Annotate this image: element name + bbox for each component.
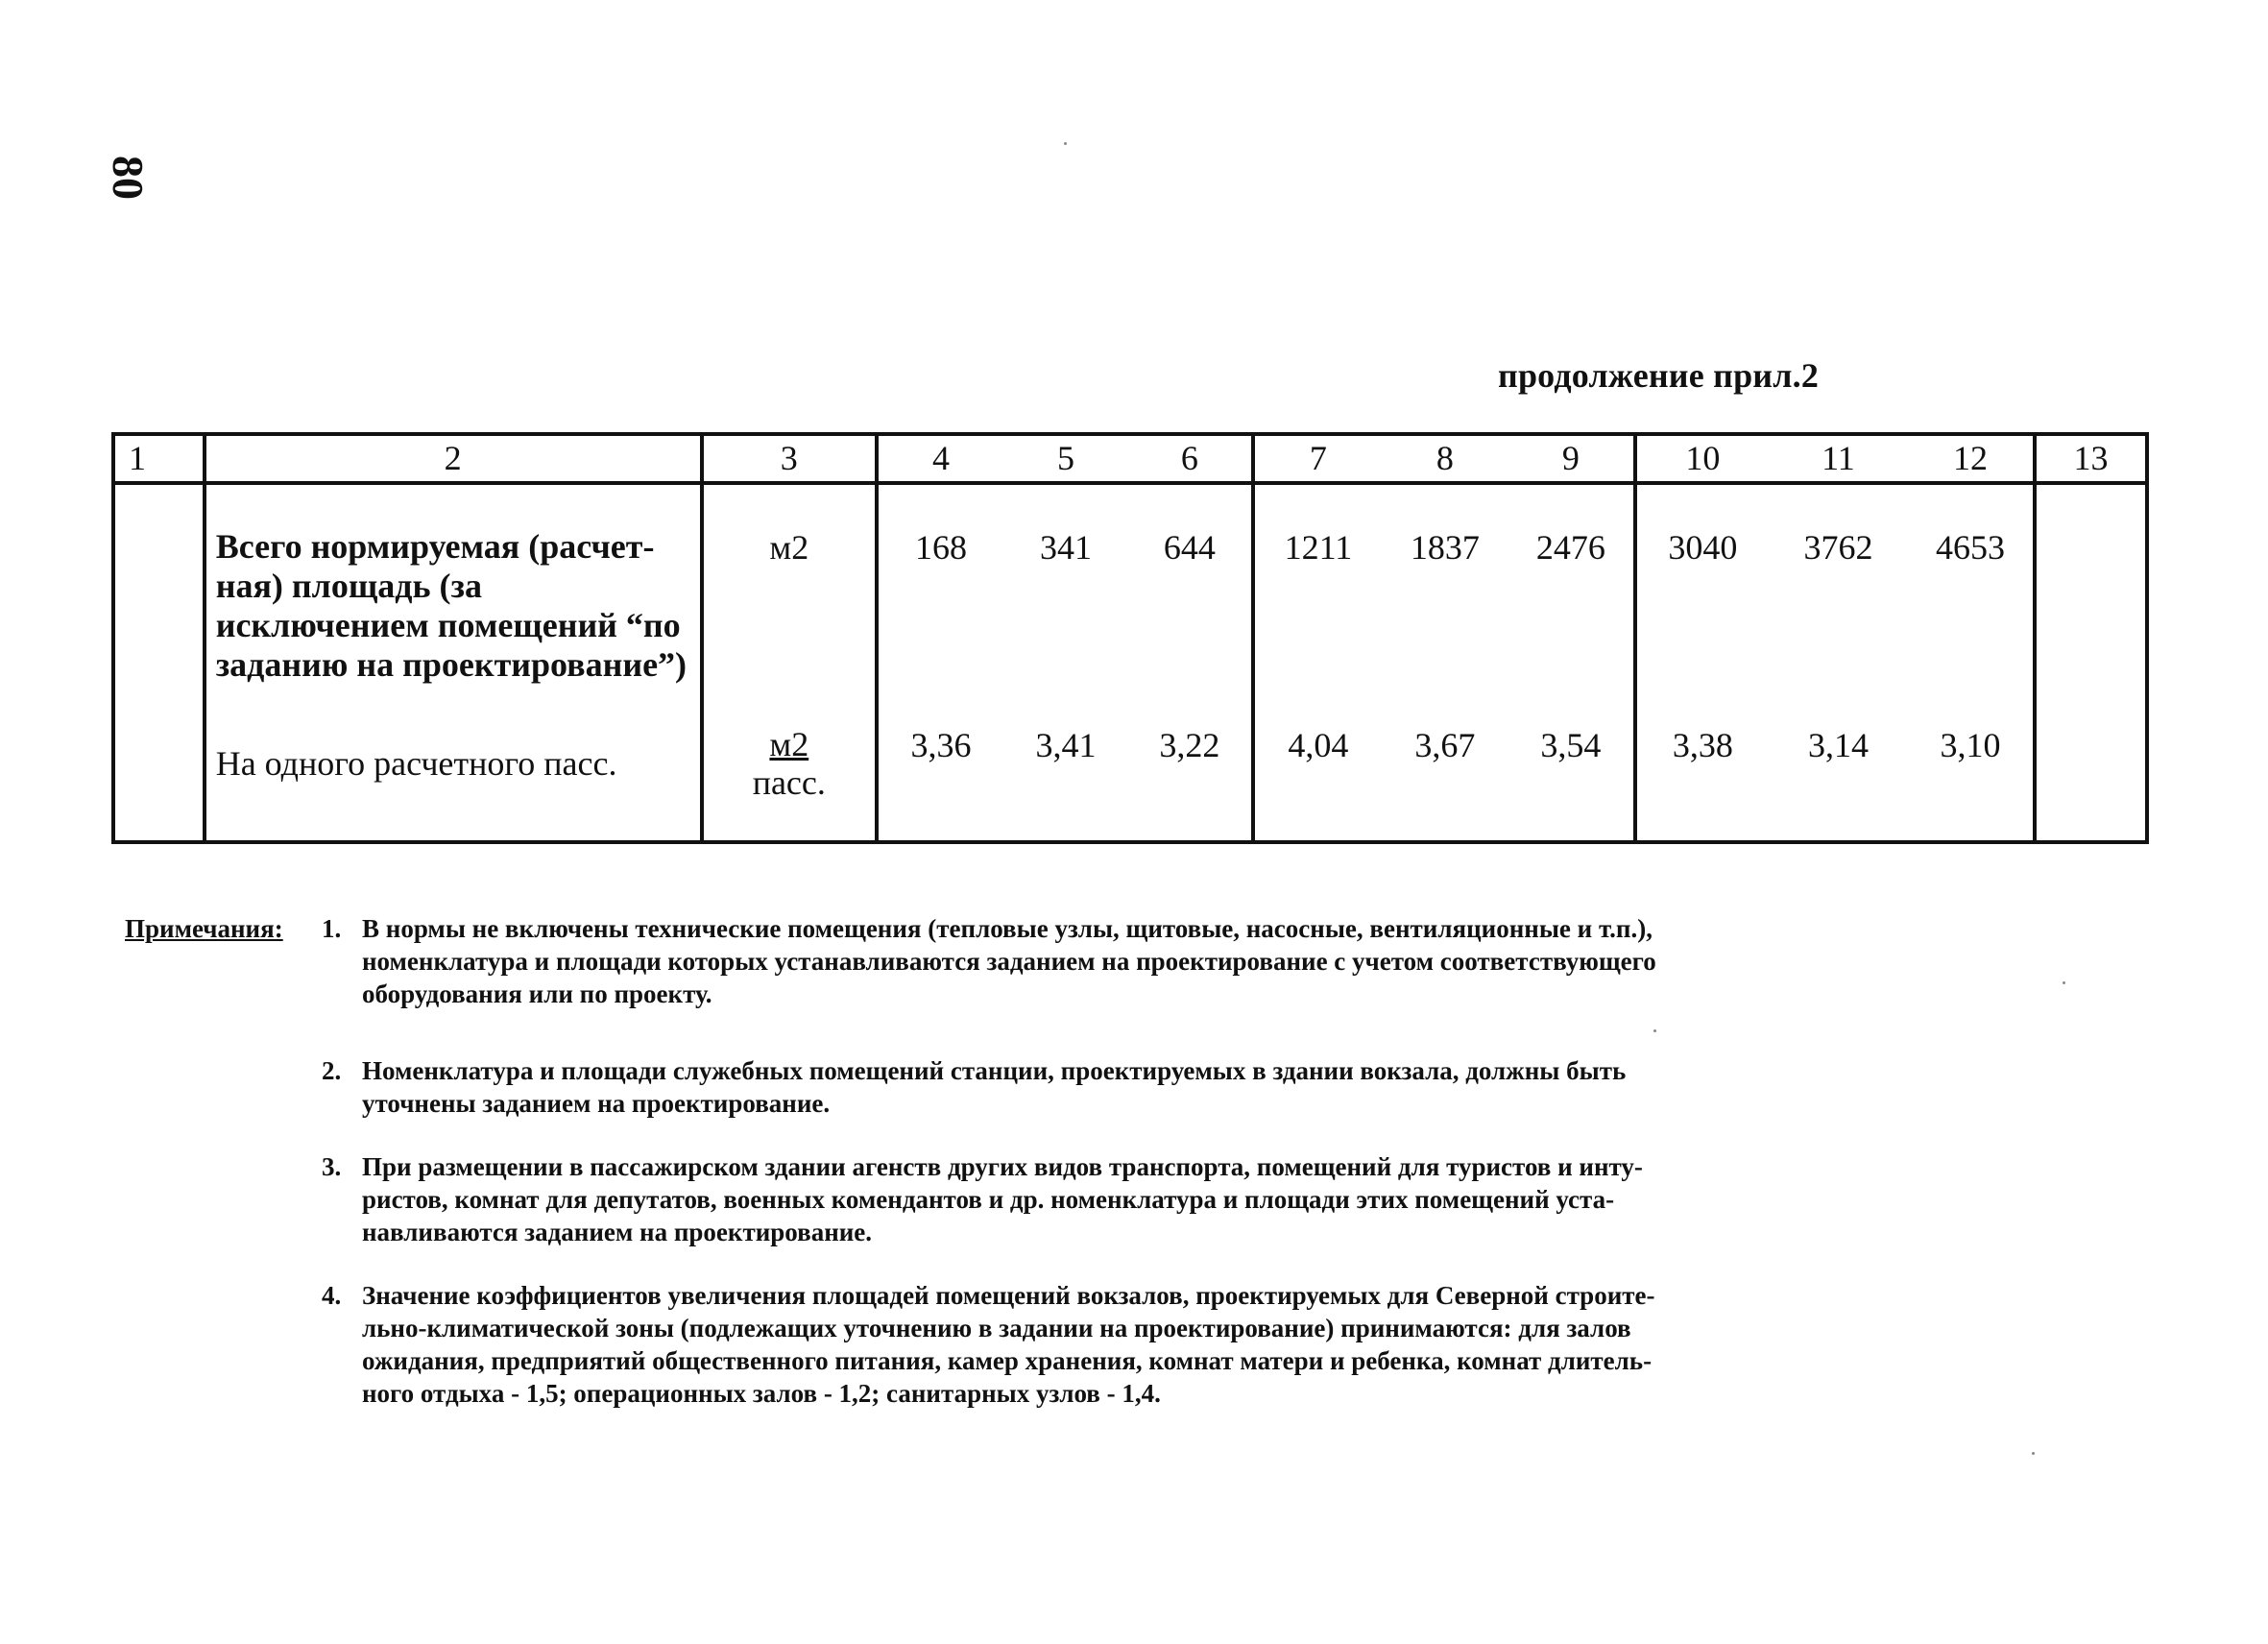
value-cell	[1382, 483, 1508, 842]
note-line: номенклатура и площади которых устанавливаются заданием на проектирование с учетом соответствующего	[362, 947, 1656, 976]
column-header: 4	[877, 434, 1003, 483]
description-line: заданию на проектирование”)	[215, 645, 688, 684]
note-number: 3.	[322, 1152, 342, 1181]
per-passenger-value: 3,38	[1672, 726, 1733, 764]
note-line: льно-климатической зоны (подлежащих уточнению в задании на проектирование) принимаются: для залов	[362, 1314, 1631, 1342]
continuation-label: продолжение прил.2	[1498, 356, 1820, 395]
header-row	[113, 434, 2147, 483]
note-line: Номенклатура и площади служебных помещений станции, проектируемых в здании вокзала, должны быть	[362, 1056, 1627, 1085]
value-cell	[877, 483, 1003, 842]
total-value: 168	[914, 528, 967, 567]
per-passenger-value: 3,67	[1414, 726, 1476, 764]
note-line: В нормы не включены технические помещения (тепловые узлы, щитовые, насосные, вентиляционные и т.п.),	[362, 914, 1653, 943]
empty-cell	[2035, 483, 2147, 842]
scan-speck	[2063, 981, 2065, 984]
value-cell	[1003, 483, 1128, 842]
column-header: 6	[1128, 434, 1253, 483]
scan-speck	[1064, 142, 1067, 145]
value-cell	[1508, 483, 1635, 842]
note-item	[322, 1054, 1916, 1120]
page-number: 80	[104, 156, 153, 200]
column-header: 2	[205, 434, 702, 483]
per-passenger-value: 3,36	[910, 726, 972, 764]
description-cell	[205, 483, 702, 842]
value-cell	[1128, 483, 1253, 842]
value-cell	[1769, 483, 1908, 842]
column-header: 7	[1253, 434, 1382, 483]
note-line: ристов, комнат для депутатов, военных комендантов и др. номенклатура и площади этих помещений уста-	[362, 1185, 1615, 1214]
value-cell	[1253, 483, 1382, 842]
note-number: 2.	[322, 1056, 342, 1085]
column-header: 11	[1769, 434, 1908, 483]
column-header: 3	[702, 434, 877, 483]
note-number: 4.	[322, 1281, 342, 1310]
column-header: 13	[2035, 434, 2147, 483]
total-value: 4653	[1936, 528, 2005, 567]
note-number: 1.	[322, 914, 342, 943]
table-body-row	[113, 483, 2147, 842]
value-cell	[1908, 483, 2035, 842]
note-item	[322, 1279, 1916, 1410]
data-table	[111, 432, 2149, 844]
unit-numerator: м2	[769, 725, 809, 763]
description-line: исключением помещений “по	[215, 606, 681, 644]
per-passenger-value: 3,14	[1807, 726, 1869, 764]
per-passenger-value: 3,22	[1159, 726, 1220, 764]
description-line: ная) площадь (за	[215, 567, 482, 605]
total-area-description	[216, 527, 700, 685]
per-passenger-value: 3,10	[1940, 726, 2001, 764]
per-passenger-value: 3,54	[1540, 726, 1602, 764]
scan-speck	[2032, 1452, 2035, 1455]
total-value: 3762	[1803, 528, 1873, 567]
note-line: ного отдыха - 1,5; операционных залов - 1,2; санитарных узлов - 1,4.	[362, 1379, 1161, 1408]
note-line: уточнены заданием на проектирование.	[362, 1089, 831, 1118]
note-line: Значение коэффициентов увеличения площадей помещений вокзалов, проектируемых для Северной строите-	[362, 1281, 1655, 1310]
note-item	[322, 1150, 1916, 1248]
total-value: 3040	[1668, 528, 1738, 567]
unit-denominator: пасс.	[752, 763, 826, 802]
total-value: 1211	[1284, 528, 1353, 567]
column-header: 8	[1382, 434, 1508, 483]
column-header: 9	[1508, 434, 1635, 483]
column-header: 10	[1635, 434, 1769, 483]
value-cell	[1635, 483, 1769, 842]
total-value: 341	[1039, 528, 1092, 567]
column-header: 5	[1003, 434, 1128, 483]
unit-total: м2	[769, 528, 809, 567]
note-line: ожидания, предприятий общественного питания, камер хранения, комнат матери и ребенка, комнат длитель-	[362, 1346, 1653, 1375]
description-line: Всего нормируемая (расчет-	[215, 527, 655, 566]
unit-cell	[702, 483, 877, 842]
note-item	[322, 912, 1916, 1010]
per-passenger-description: На одного расчетного пасс.	[215, 744, 617, 783]
total-value: 1837	[1410, 528, 1480, 567]
note-line: При размещении в пассажирском здании агенств других видов транспорта, помещений для туристов и инту-	[362, 1152, 1643, 1181]
notes-label: Примечания:	[125, 914, 283, 943]
per-passenger-value: 4,04	[1288, 726, 1349, 764]
unit-per-passenger	[704, 725, 875, 802]
column-header: 1	[113, 434, 205, 483]
column-header: 12	[1908, 434, 2035, 483]
total-value: 2476	[1535, 528, 1605, 567]
total-value: 644	[1163, 528, 1216, 567]
note-line: оборудования или по проекту.	[362, 979, 712, 1008]
per-passenger-value: 3,41	[1035, 726, 1097, 764]
scan-speck	[1653, 1029, 1656, 1032]
empty-cell	[113, 483, 205, 842]
note-line: навливаются заданием на проектирование.	[362, 1218, 873, 1246]
